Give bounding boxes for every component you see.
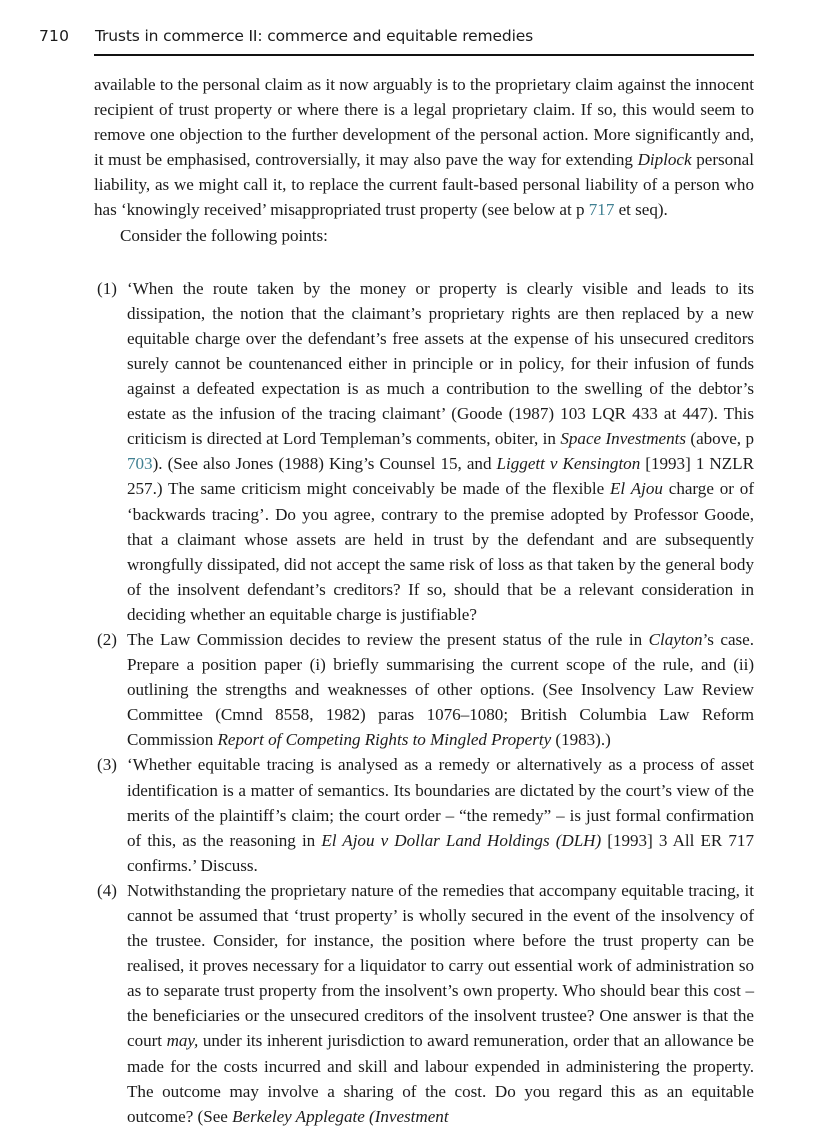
list-item <box>94 276 754 627</box>
italic-case-name: Clayton <box>648 629 703 649</box>
lead-text-part-2: personal liability, as we might call it, to replace the current fault-based personal liability of a person who has ‘knowingly received’ misappropriated trust property (see below at p <box>94 150 754 220</box>
text-run: ’s case. Prepare a position paper (i) briefly summarising the current scope of the rule, and (ii) outlining the strengths and weaknesses of other options. (See Insolvency Law Review Committee (Cmnd 8558, 1982) paras 1076–1080; British Columbia Law Reform Commission <box>127 629 754 750</box>
list-item <box>94 627 754 752</box>
running-head <box>0 27 816 57</box>
italic-case-name: Space Investments <box>560 429 686 449</box>
list-item-marker: (4) <box>97 880 117 900</box>
page-cross-reference-717[interactable]: 717 <box>588 200 615 220</box>
text-run: (above, p <box>685 429 754 449</box>
case-name-diplock: Diplock <box>637 150 692 170</box>
text-run: (1983).) <box>551 730 611 750</box>
text-run: The Law Commission decides to review the present status of the rule in <box>127 629 649 649</box>
text-run: ‘Whether equitable tracing is analysed as a remedy or alternatively as a process of asset identification is a matter of semantics. Its boundaries are dictated by the court’s view of the merits of the plaintiff’s claim; the court order – “the remedy” – is just formal confirmation of this, as the reasoning in <box>127 755 754 850</box>
italic-case-name: El Ajou v Dollar Land Holdings (DLH) <box>321 830 602 850</box>
text-run: charge or of ‘backwards tracing’. Do you agree, contrary to the premise adopted by Professor Goode, that a claimant whose assets are held in trust by the defendant and are subsequently wrongfully dissipated, did not accept the same risk of loss as that taken by the general body of the insolvent defendant’s creditors? If so, should that be a relevant consideration in deciding whether an equitable charge is justifiable? <box>127 479 754 624</box>
list-item <box>94 878 754 1129</box>
italic-case-name: Berkeley Applegate (Investment <box>232 1106 449 1126</box>
page-number: 710 <box>39 27 70 45</box>
text-run: Notwithstanding the proprietary nature of the remedies that accompany equitable tracing, it cannot be assumed that ‘trust property’ is wholly secured in the event of the insolvency of the trustee. Consider, for instance, the position where before the trust property can be realised, it proves necessary for a liquidator to carry out essential work of administration so as to separate trust property from the insolvent’s own property. Who should bear this cost – the beneficiaries or the unsecured creditors of the insolvent trustee? One answer is that the court <box>127 880 754 1051</box>
list-item-marker: (1) <box>97 278 117 298</box>
body-text-block <box>94 72 754 1129</box>
chapter-title: Trusts in commerce II: commerce and equitable remedies <box>95 27 534 45</box>
consider-points-paragraph: Consider the following points: <box>120 225 328 245</box>
list-item-body <box>127 276 754 627</box>
text-run: [1993] 1 NZLR 257.) The same criticism might conceivably be made of the flexible <box>127 454 754 499</box>
list-item-body <box>127 752 754 877</box>
text-run: ‘When the route taken by the money or property is clearly visible and leads to its dissipation, the notion that the claimant’s proprietary rights are then replaced by a new equitable charge over the defendant’s free assets at the expense of his unsecured creditors surely cannot be countenanced either in principle or in policy, for their infusion of funds against a defeated expectation is as much a contribution to the swelling of the debtor’s estate as the infusion of the tracing claimant’ (Goode (1987) 103 LQR 433 at 447). This criticism is directed at Lord Templeman’s comments, obiter, in <box>127 278 754 449</box>
numbered-question-list <box>94 276 754 1129</box>
italic-case-name: may, <box>166 1031 199 1051</box>
list-item <box>94 752 754 877</box>
header-rule <box>94 54 754 56</box>
list-item-marker: (3) <box>97 755 117 775</box>
text-run: [1993] 3 All ER 717 confirms.’ Discuss. <box>127 830 754 875</box>
lead-paragraph <box>94 72 754 223</box>
lead-text-part-3: et seq). <box>614 200 668 220</box>
text-run: ). (See also Jones (1988) King’s Counsel 15, and <box>152 454 497 474</box>
italic-case-name: El Ajou <box>610 479 663 499</box>
italic-case-name: Report of Competing Rights to Mingled Property <box>217 730 552 750</box>
text-run: under its inherent jurisdiction to award remuneration, order that an allowance be made for the costs incurred and skill and labour expended in administering the property. The outcome may involve a sharing of the cost. Do you regard this as an equitable outcome? (See <box>127 1031 754 1126</box>
italic-case-name: Liggett v Kensington <box>496 454 641 474</box>
list-item-body <box>127 627 754 752</box>
lead-text-part-1: available to the personal claim as it now arguably is to the proprietary claim against the innocent recipient of trust property or where there is a legal proprietary claim. If so, this would seem to remove one objection to the further development of the personal action. More significantly and, it must be emphasised, controversially, it may also pave the way for extending <box>94 75 754 170</box>
list-item-marker: (2) <box>97 629 117 649</box>
list-item-body <box>127 878 754 1129</box>
page-cross-reference[interactable]: 703 <box>127 454 153 474</box>
